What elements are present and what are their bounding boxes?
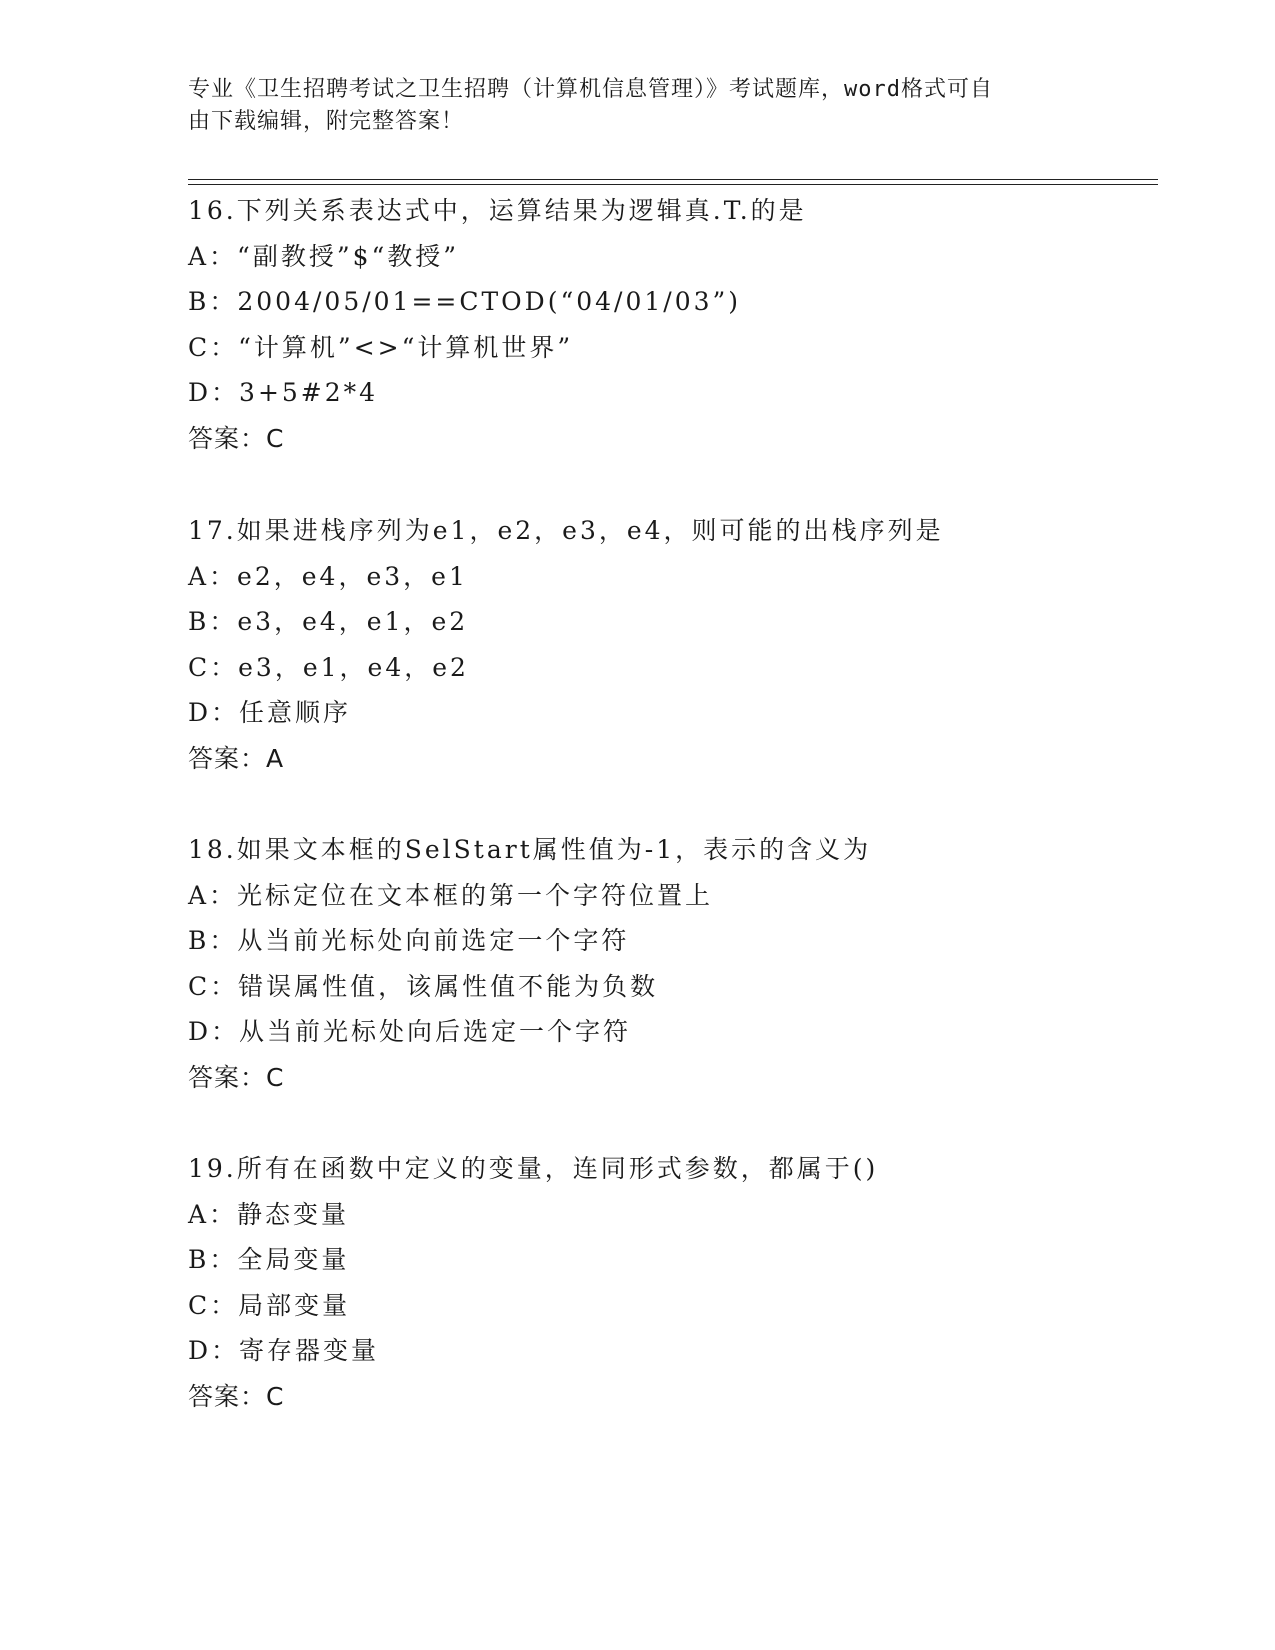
header-line-1: 专业《卫生招聘考试之卫生招聘（计算机信息管理）》考试题库，word格式可自 bbox=[188, 77, 993, 102]
answer: 答案：C bbox=[188, 1062, 285, 1092]
question-stem: 17.如果进栈序列为e1，e2，e3，e4，则可能的出栈序列是 bbox=[188, 516, 944, 545]
document-header bbox=[188, 74, 1088, 138]
question-stem: 19.所有在函数中定义的变量，连同形式参数，都属于() bbox=[188, 1154, 879, 1183]
header-divider-top bbox=[188, 179, 1158, 180]
option-a: A：“副教授”$“教授” bbox=[188, 241, 460, 271]
option-b: B：2004/05/01==CTOD(“04/01/03”) bbox=[188, 287, 742, 316]
option-a: A：光标定位在文本框的第一个字符位置上 bbox=[188, 880, 714, 910]
option-c: C：错误属性值，该属性值不能为负数 bbox=[188, 971, 659, 1001]
option-b: B：全局变量 bbox=[188, 1245, 350, 1274]
option-c: C：局部变量 bbox=[188, 1290, 351, 1320]
question-16 bbox=[188, 188, 1168, 461]
option-b: B：e3，e4，e1，e2 bbox=[188, 607, 469, 636]
header-line-2: 由下载编辑，附完整答案！ bbox=[188, 109, 465, 134]
question-stem: 16.下列关系表达式中，运算结果为逻辑真.T.的是 bbox=[188, 196, 807, 225]
question-17 bbox=[188, 508, 1168, 781]
question-stem: 18.如果文本框的SelStart属性值为-1，表示的含义为 bbox=[188, 835, 872, 864]
option-d: D：3+5#2*4 bbox=[188, 378, 379, 407]
answer: 答案：C bbox=[188, 1381, 285, 1411]
option-a: A：e2，e4，e3，e1 bbox=[188, 561, 468, 591]
option-d: D：任意顺序 bbox=[188, 698, 352, 727]
option-c: C：e3，e1，e4，e2 bbox=[188, 652, 469, 682]
option-b: B：从当前光标处向前选定一个字符 bbox=[188, 926, 630, 955]
option-c: C：“计算机”<>“计算机世界” bbox=[188, 332, 574, 362]
header-divider-bottom bbox=[188, 184, 1158, 185]
answer: 答案：A bbox=[188, 743, 285, 773]
answer: 答案：C bbox=[188, 423, 285, 453]
question-18 bbox=[188, 827, 1168, 1100]
question-19 bbox=[188, 1146, 1168, 1419]
option-a: A：静态变量 bbox=[188, 1199, 350, 1229]
option-d: D：寄存器变量 bbox=[188, 1336, 380, 1365]
option-d: D：从当前光标处向后选定一个字符 bbox=[188, 1017, 632, 1046]
